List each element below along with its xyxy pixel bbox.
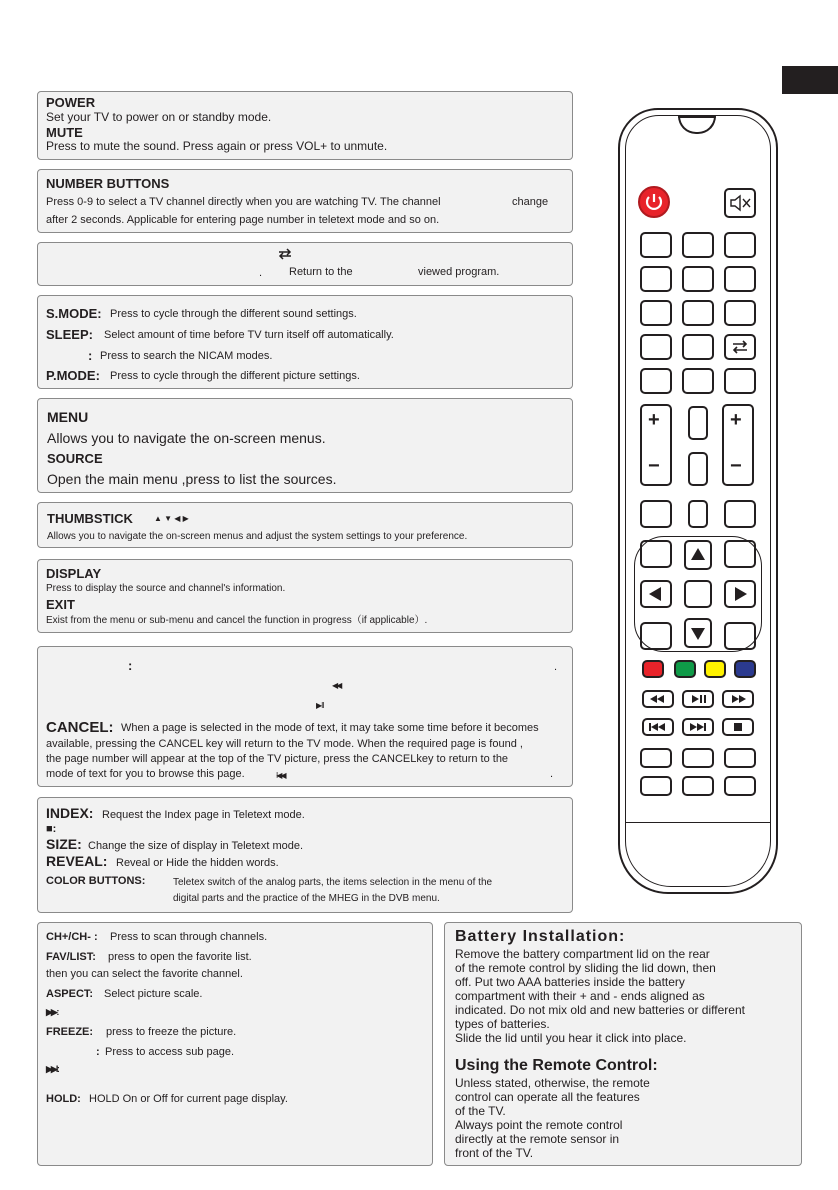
sub-colon: : [96,1046,100,1058]
dpad-down[interactable] [684,618,712,648]
function-button[interactable] [724,500,756,528]
color-desc-1: Teletex switch of the analog parts, the items selection in the menu of the [173,877,493,888]
using-text-line: control can operate all the features [455,1090,640,1104]
grid-button[interactable] [682,300,714,326]
thumbstick-arrows: ▲ ▼ ◀ ▶ [154,514,189,523]
grid-button[interactable] [640,368,672,394]
menu-button[interactable] [688,406,708,440]
function-button[interactable] [724,622,756,650]
function-button[interactable] [724,748,756,768]
using-text [455,1076,650,1160]
battery-cover-line [625,822,771,823]
function-button[interactable] [640,748,672,768]
using-text-line: front of the TV. [455,1146,534,1160]
function-button[interactable] [724,540,756,568]
down-arrow-icon [686,620,710,646]
stop-title: ■: [46,823,57,835]
smode-desc: Press to cycle through the different sound settings. [110,308,357,320]
grid-button[interactable] [682,368,714,394]
using-text-line: of the TV. [455,1104,506,1118]
blue-button[interactable] [734,660,756,678]
color-desc-2: digital parts and the practice of the MHEG in the DVB menu. [173,893,440,904]
grid-button[interactable] [724,266,756,292]
cancel-colon-1: : [128,658,133,673]
mute-title: MUTE [46,125,83,140]
function-button[interactable] [640,776,672,796]
battery-text [455,947,745,1045]
modes-box [37,295,573,389]
display-title: DISPLAY [46,566,102,581]
battery-text-line: off. Put two AAA batteries inside the battery [455,975,685,989]
menu-title: MENU [47,409,89,425]
number-line1-end: change [512,196,549,208]
stop-button[interactable] [722,718,754,736]
recall-text-b: viewed program. [418,266,500,278]
using-text-line: directly at the remote sensor in [455,1132,620,1146]
cancel-line3: the page number will appear at the top of the TV picture, press the CANCELkey to return to the [46,753,509,765]
hold-title: HOLD: [46,1093,81,1105]
battery-title: Battery Installation: [455,928,626,945]
function-button[interactable] [640,540,672,568]
aspect-desc: Select picture scale. [104,988,203,1000]
fast-forward-button[interactable] [722,690,754,708]
recall-dot: . [259,267,263,279]
grid-button[interactable] [682,334,714,360]
aspect-title: ASPECT: [46,988,94,1000]
recall-icon [276,248,294,260]
grid-button[interactable] [724,368,756,394]
recall-text-a: Return to the [289,266,353,278]
stop-icon [724,720,752,734]
number-line2: after 2 seconds. Applicable for entering page number in teletext mode and so on. [46,214,440,226]
index-desc: Request the Index page in Teletext mode. [102,809,305,821]
index-title: INDEX: [46,805,94,821]
grid-button[interactable] [724,232,756,258]
exit-desc: Exist from the menu or sub-menu and cancel the function in progress（if applicable）. [46,615,428,626]
battery-text-line: Remove the battery compartment lid on the rear [455,947,710,961]
dpad-ok[interactable] [684,580,712,608]
cancel-line2: available, pressing the CANCEL key will return to the TV mode. When the required page is found , [46,738,523,750]
channel-plus-label: + [730,409,742,431]
power-mute-box [37,91,573,160]
battery-text-line: compartment with their + and - ends aligned as [455,989,705,1003]
left-arrow-icon [642,582,670,606]
rewind-icon [644,692,672,706]
language-tab [782,66,838,94]
battery-text-line: types of batteries. [455,1017,550,1031]
sleep-title: SLEEP: [46,327,93,342]
rewind-button[interactable] [642,690,674,708]
source-title: SOURCE [47,451,103,466]
recall-box [37,242,573,286]
up-arrow-icon [686,542,710,568]
freeze-desc: press to freeze the picture. [106,1026,237,1038]
cancel-dot-2: . [550,768,554,780]
size-desc: Change the size of display in Teletext mode. [88,840,304,852]
reveal-title: REVEAL: [46,853,108,869]
function-button[interactable] [688,500,708,528]
function-button[interactable] [640,500,672,528]
fast-forward-icon [724,692,752,706]
channel-rocker[interactable] [722,404,754,486]
number-line1: Press 0-9 to select a TV channel directly when you are watching TV. The channel [46,196,441,208]
play-pause-icon: ▶II [316,701,324,710]
function-button[interactable] [682,776,714,796]
function-button[interactable] [724,776,756,796]
function-button[interactable] [682,748,714,768]
grid-button[interactable] [640,334,672,360]
nicam-desc: Press to search the NICAM modes. [100,350,273,362]
right-arrow-icon [726,582,754,606]
hold-desc: HOLD On or Off for current page display. [89,1093,288,1105]
next-title: ▶▶I : [46,1064,58,1074]
next-icon [684,720,712,734]
power-button[interactable] [638,186,670,218]
play-pause-icon [684,692,712,706]
thumbstick-desc: Allows you to navigate the on-screen menus and adjust the system settings to your preference. [47,531,468,542]
number-title: NUMBER BUTTONS [46,176,170,191]
cancel-box [37,646,573,787]
channel-minus-label: − [730,455,742,477]
volume-plus-label: + [648,409,660,431]
recall-button[interactable] [724,334,756,360]
channel-box [37,922,433,1166]
color-title: COLOR BUTTONS: [46,875,146,887]
previous-icon [644,720,672,734]
green-button[interactable] [674,660,696,678]
number-buttons-box [37,169,573,233]
display-desc: Press to display the source and channel's information. [46,583,286,594]
remote-control [618,108,778,894]
yellow-button[interactable] [704,660,726,678]
grid-button[interactable] [682,232,714,258]
previous-button[interactable] [642,718,674,736]
dpad-right[interactable] [724,580,756,608]
size-title: SIZE: [46,836,82,852]
source-desc: Open the main menu ,press to list the sources. [47,471,337,487]
sleep-desc: Select amount of time before TV turn itself off automatically. [104,329,394,341]
using-text-line: Unless stated, otherwise, the remote [455,1076,650,1090]
fav-title: FAV/LIST: [46,951,96,963]
index-box [37,797,573,913]
sub-desc: Press to access sub page. [105,1046,235,1058]
mute-desc: Press to mute the sound. Press again or press VOL+ to unmute. [46,139,388,153]
grid-button[interactable] [640,266,672,292]
ch-desc: Press to scan through channels. [110,931,268,943]
cancel-title: CANCEL: [46,719,114,736]
menu-source-box [37,398,573,493]
pmode-desc: Press to cycle through the different picture settings. [110,370,360,382]
cancel-line1: When a page is selected in the mode of text, it may take some time before it becomes [121,722,539,734]
smode-title: S.MODE: [46,306,102,321]
volume-minus-label: − [648,455,660,477]
recall-icon [726,336,754,358]
grid-button[interactable] [640,300,672,326]
freeze-title: FREEZE: [46,1026,94,1038]
battery-box [444,922,802,1166]
fav-desc: press to open the favorite list. [108,951,252,963]
nicam-colon: : [88,348,93,363]
mute-icon [726,190,754,216]
cancel-dot-1: . [554,661,558,673]
next-button[interactable] [682,718,714,736]
cancel-line4: mode of text for you to browse this page. [46,768,245,780]
reveal-desc: Reveal or Hide the hidden words. [116,857,279,869]
source-button[interactable] [688,452,708,486]
grid-button[interactable] [682,266,714,292]
mute-button[interactable] [724,188,756,218]
thumbstick-box [37,502,573,548]
using-text-line: Always point the remote control [455,1118,623,1132]
play-pause-button[interactable] [682,690,714,708]
power-title: POWER [46,95,96,110]
red-button[interactable] [642,660,664,678]
battery-text-line: of the remote control by sliding the lid down, then [455,961,716,975]
dpad-up[interactable] [684,540,712,570]
battery-text-line: indicated. Do not mix old and new batteries or different [455,1003,745,1017]
power-icon [640,188,668,216]
grid-button[interactable] [724,300,756,326]
ch-title: CH+/CH- : [46,931,98,943]
battery-text-line: Slide the lid until you hear it click into place. [455,1031,687,1045]
function-button[interactable] [640,622,672,650]
pmode-title: P.MODE: [46,368,100,383]
volume-rocker[interactable] [640,404,672,486]
rewind-icon: ◀◀ [332,681,341,690]
display-exit-box [37,559,573,633]
ff-title: ▶▶ : [46,1007,58,1017]
using-title: Using the Remote Control: [455,1057,658,1074]
prev-icon: I◀◀ [276,771,285,780]
grid-button[interactable] [640,232,672,258]
exit-title: EXIT [46,597,75,612]
thumbstick-title: THUMBSTICK [47,511,133,526]
fav-desc-2: then you can select the favorite channel. [46,968,243,980]
dpad-left[interactable] [640,580,672,608]
menu-desc: Allows you to navigate the on-screen menus. [47,430,326,446]
power-desc: Set your TV to power on or standby mode. [46,110,272,124]
